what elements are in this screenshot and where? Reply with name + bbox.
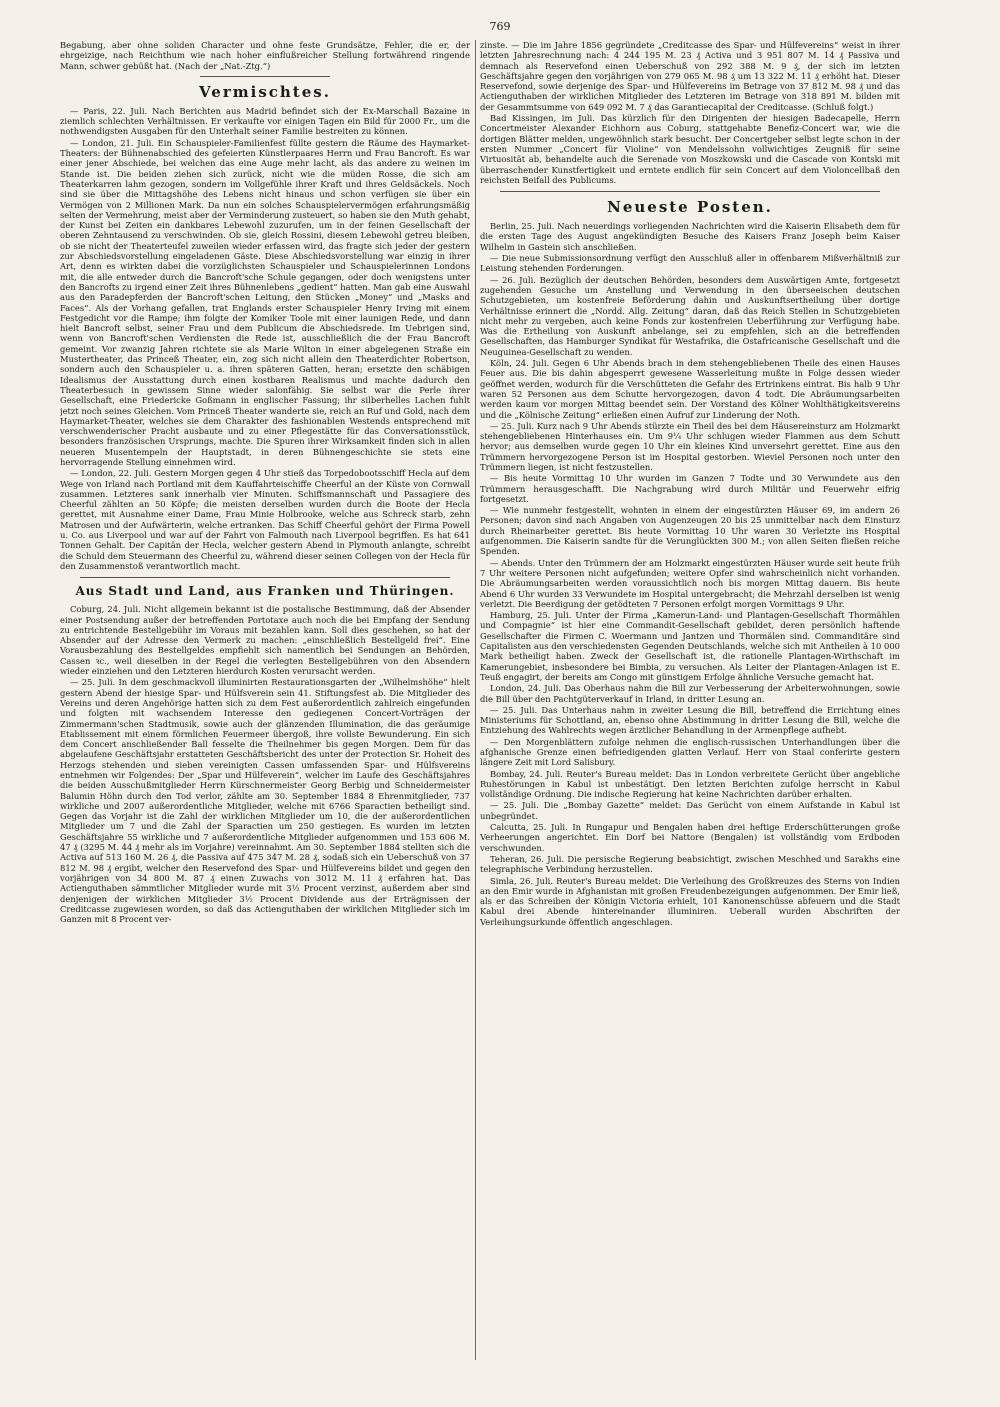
article-coburg-post: Coburg, 24. Juli. Nicht allgemein bekannt ist die postalische Bestimmung, daß der Absender einer Postsendung außer der betreffenden Portotaxe auch noch die bei Empfang der Sendung zu entrichtende Bestellgebühr im Voraus mit bezahlen kann. Soll dies geschehen, so hat der Absender auf der Adresse den Vermerk zu machen: „einschließlich Bestellgeld frei“. Eine Vorausbezahlung des Bestellgeldes empfiehlt sich namentlich bei Sendungen an Behörden, Cassen ꝛc., weil dieselben in der Regel die verlegten Bestellgebühren von den Absendern wieder einziehen und den Letzteren hierdurch Kosten verursacht werden. xyxy=(60,604,470,677)
right-column xyxy=(480,40,900,1380)
article-london-afghan: — Den Morgenblättern zufolge nehmen die englisch-russischen Unterhandlungen über die afghanische Grenze einen befriedigenden glatten Verlauf. Herr von Staal conferirte gestern längere Zeit mit Lord Salisbury. xyxy=(480,736,900,768)
column-rule xyxy=(475,40,476,1360)
article-bombay: Bombay, 24. Juli. Reuter's Bureau meldet: Das in London verbreitete Gerücht über angebliche Ruhestörungen in Kabul ist unbestätigt. Den letzten Berichten zufolge herrscht in Kabul vollständige Ordnung. Die indische Regierung hat keine Nachrichten darüber erhalten. xyxy=(480,768,900,800)
article-hamburg: Hamburg, 25. Juli. Unter der Firma „Kamerun-Land- und Plantagen-Gesellschaft Thormählen und Compagnie“ ist hier eine Commandit-Gesellschaft gebildet, deren persönlich haftende Gesellschafter die Firmen C. Woermann und Jantzen und Thormälen sind. Commanditäre sind Capitalisten aus den verschiedensten Gegenden Deutschlands, welche sich mit Antheilen à 10 000 Mark betheiligt haben. Zweck der Gesellschaft ist, die rationelle Plantagen-Wirthschaft im Kamerungebiet, insbesondere bei Bimbia, zu versuchen. Als Leiter der Plantagen-Anlagen ist E. Teuß engagirt, der bereits am Congo mit günstigem Erfolge ähnliche Versuche gemacht hat. xyxy=(480,610,900,682)
article-koeln-todte: — Bis heute Vormittag 10 Uhr wurden im Ganzen 7 Todte und 30 Verwundete aus den Trümmern herausgeschafft. Die Nachgrabung wird durch Militär und Feuerwehr eifrig fortgesetzt. xyxy=(480,473,900,504)
article-calcutta: Calcutta, 25. Juli. In Rungapur und Bengalen haben drei heftige Erderschütterungen große Verheerungen angerichtet. Ein Dorf bei Nattore (Bengalen) ist vollständig vom Erdboden verschwunden. xyxy=(480,822,900,853)
article-coburg-verein: — 25. Juli. In dem geschmackvoll illuminirten Restaurationsgarten der „Wilhelmshöhe“ hielt gestern Abend der hiesige Spar- und Hülfsverein sein 41. Stiftungsfest ab. Die Mitglieder des Vereins und deren Angehörige hatten sich zu dem Fest außerordentlich zahlreich eingefunden und folgten mit wachsendem Interesse den gediegenen Concert-Vorträgen der Zimmermann'schen Stadtmusik, sowie auch der glänzenden Illumination, die das geräumige Etablissement mit einem förmlichen Feuermeer übergoß, ihre vollste Bewunderung. Ein sich dem Concert anschließender Ball fesselte die Theilnehmer bis gegen Morgen. Dem für das abgelaufene Geschäftsjahr erstatteten Geschäftsbericht des unter der Protection Sr. Hoheit des Herzogs stehenden und sieben vereinigten Cassen umfassenden Spar- und Hülfsvereins entnehmen wir Folgendes: Der „Spar und Hülfeverein“, welcher im Laufe des Geschäftsjahres die beiden Ausschußmitglieder Herrn Kürschnermeister Georg Berbig und Schneidermeister Balumin Höhn durch den Tod verlor, zählte am 30. September 1884 8 Ehrenmitglieder, 737 wirkliche und 2007 außerordentliche Mitglieder, welche mit 6766 Sparactien betheiligt sind. Gegen das Vorjahr ist die Zahl der wirklichen Mitglieder um 10, die der außerordentlichen Mitglieder um 7 und die Zahl der Sparactien um 250 gestiegen. Es wurden im letzten Geschäftsjahre 55 wirkliche und 7 außerordentliche Mitglieder aufgenommen und 153 606 M. 47 ₰ (3295 M. 44 ₰ mehr als im Vorjahre) vereinnahmt. Am 30. September 1884 stellten sich die Activa auf 513 160 M. 26 ₰, die Passiva auf 475 347 M. 28 ₰, sodaß sich ein Ueberschuß von 37 812 M. 98 ₰ ergibt, welcher den Reservefond des Spar- und Hülfevereins bildet und gegen den vorjährigen von 34 800 M. 87 ₰ einen Zuwachs von 3012 M. 11 ₰ erfahren hat. Das Actienguthaben sämmtlicher Mitglieder wurde mit 3½ Procent verzinst, außerdem aber sind denjenigen der wirklichen Mitglieder 3½ Procent Dividende aus der Erträgnissen der Creditcasse zugewiesen worden, so daß das Actienguthaben der wirklichen Mitglieder sich im Ganzen mit 8 Procent ver- xyxy=(60,677,470,925)
article-berlin: Berlin, 25. Juli. Nach neuerdings vorliegenden Nachrichten wird die Kaiserin Elisabeth dem für die ersten Tage des August angekündigten Besuche des Kaisers Franz Joseph beim Kaiser Wilhelm in Gastein sich anschließen. xyxy=(480,221,900,252)
article-kissingen: Bad Kissingen, im Juli. Das kürzlich für den Dirigenten der hiesigen Badecapelle, Herrn Concertmeister Alexander Eichhorn aus Coburg, stattgehabte Benefiz-Concert war, wie die dortigen Blätter melden, ungewöhnlich stark besucht. Der Concertgeber selbst legte schon in der ersten Nummer „Concert für Violine“ von Mendelssohn vollwichtiges Zeugniß für seine Virtuosität ab, behandelte auch die Serenade von Moszkowski und die Cascade von Kontski mit überraschender Kunstfertigkeit und erntete endlich für sein Concert auf dem Violoncellbaß den reichsten Beifall des Publicums. xyxy=(480,113,900,185)
continuation-paragraph: zinste. — Die im Jahre 1856 gegründete „Creditcasse des Spar- und Hülfevereins“ weist in ihrer letzten Jahresrechnung nach: 4 244 195 M. 23 ₰ Activa und 3 951 807 M. 14 ₰ Passiva und demnach als Reservefond einen Ueberschuß von 292 388 M. 9 ₰, der sich im letzten Geschäftsjahre gegen den vorjährigen von 279 065 M. 98 ₰ um 13 322 M. 11 ₰ erhöht hat. Dieser Reservefond, sowie derjenige des Spar- und Hülfevereins im Betrage von 37 812 M. 98 ₰ und das Actienguthaben der wirklichen Mitglieder des Letzteren im Betrage von 318 891 M. bilden mit der Gesammtsumme von 649 092 M. 7 ₰ das Garantiecapital der Creditcasse. (Schluß folgt.) xyxy=(480,40,900,112)
section-heading-stadt-land: Aus Stadt und Land, aus Franken und Thüringen. xyxy=(75,584,455,599)
article-london-unterhaus: — 25. Juli. Das Unterhaus nahm in zweiter Lesung die Bill, betreffend die Errichtung eines Ministeriums für Schottland, an, ebenso ohne Abstimmung in dritter Lesung die Bill, welche die Entziehung des Wahlrechts wegen ärztlicher Behandlung in der Armenpflege aufhebt. xyxy=(480,704,900,736)
article-berlin-submission: — Die neue Submissionsordnung verfügt den Ausschluß aller in offenbarem Mißverhältniß zur Leistung stehenden Forderungen. xyxy=(480,253,900,274)
article-berlin-schutzgebiete: — 26. Juli. Bezüglich der deutschen Behörden, besonders dem Auswärtigen Amte, fortgesetzt zugehenden Gesuche um Anstellung und Verwendung in den überseeischen deutschen Schutzgebieten, um kostenfreie Beförderung dahin und Auskunftsertheilung über dortige Verhältnisse erinnert die „Nordd. Allg. Zeitung“ daran, daß das Reich Stellen in Schutzgebieten nicht mehr zu vergeben, auch keine Fonds zur kostenfreien Ueberführung zur Verfügung habe. Was die Ertheilung von Auskunft anbelange, sei zu empfehlen, sich an die betreffenden Gesellschaften, das Hamburger Syndikat für Westafrika, die Ostafricanische Gesellschaft und die Neuguinea-Gesellschaft zu wenden. xyxy=(480,274,900,357)
article-london-collision: — London, 22. Juli. Gestern Morgen gegen 4 Uhr stieß das Torpedobootsschiff Hecla auf dem Wege von Irland nach Portland mit dem Kauffahrteischiffe Cheerful an der Küste von Cornwall zusammen. Letzteres sank innerhalb vier Minuten. Schiffsmannschaft und Passagiere des Cheerful zählten an 50 Köpfe; die meisten derselben wurden durch die Boote der Hecla gerettet, mit Ausnahme einer Dame, Frau Minie Holbrooke, welche aus Schreck starb, zehn Matrosen und der Aufwärterin, welche ertranken. Das Schiff Cheerful gehört der Firma Powell u. Co. aus Liverpool und war auf der Fahrt von Falmouth nach Liverpool begriffen. Es hat 641 Tonnen Gehalt. Der Capitän der Hecla, welcher gestern Abend in Plymouth anlangte, schreibt die Schuld dem Steuermann des Cheerful zu, während dieser seinen Collegen von der Hecla für den Zusammenstoß verantwortlich macht. xyxy=(60,468,470,571)
article-bombay-gazette: — 25. Juli. Die „Bombay Gazette“ meldet: Das Gerücht von einem Aufstande in Kabul ist unbegründet. xyxy=(480,800,900,821)
article-koeln: Köln, 24. Juli. Gegen 6 Uhr Abends brach in dem stehengebliebenen Theile des einen Hauses Feuer aus. Die bis dahin abgesperrt gewesene Wasserleitung mußte in Folge dessen wieder geöffnet werden, wodurch für die Verschütteten die Gefahr des Ertrinkens eintrat. Bis halb 9 Uhr waren 52 Personen aus dem Schutte hervorgezogen, davon 4 todt. Die Abräumungsarbeiten werden kaum vor morgen Mittag beendet sein. Der Vorstand des Kölner Wohlthätigkeitsvereins und die „Kölnische Zeitung“ erließen einen Aufruf zur Linderung der Noth. xyxy=(480,358,900,420)
article-koeln-abends: — Abends. Unter den Trümmern der am Holzmarkt eingestürzten Häuser wurde seit heute früh 7 Uhr weitere Personen nicht aufgefunden; weitere Opfer sind wahrscheinlich nicht vorhanden. Die Abräumungsarbeiten werden voraussichtlich noch bis morgen Mittag dauern. Bis heute Abend 6 Uhr wurden 33 Verwundete im Hospital untergebracht; die Mehrzahl derselben ist wenig verletzt. Die Beerdigung der getödteten 7 Personen erfolgt morgen Vormittags 9 Uhr. xyxy=(480,557,900,609)
article-teheran: Teheran, 26. Juli. Die persische Regierung beabsichtigt, zwischen Meschhed und Sarakhs eine telegraphische Verbindung herzustellen. xyxy=(480,853,900,875)
page-number: 769 xyxy=(489,20,511,33)
left-column xyxy=(60,40,470,1380)
section-heading-neueste-posten: Neueste Posten. xyxy=(607,198,773,217)
article-london-oberhaus: London, 24. Juli. Das Oberhaus nahm die Bill zur Verbesserung der Arbeiterwohnungen, sowie die Bill über den Pachtgüterverkauf in Irland, in dritter Lesung an. xyxy=(480,683,900,704)
section-divider xyxy=(500,191,880,192)
article-paris: — Paris, 22. Juli. Nach Berichten aus Madrid befindet sich der Ex-Marschall Bazaine in ziemlich schlechten Verhältnissen. Er verkaufte vor einigen Tagen ein Bild für 2000 Fr., um die nothwendigsten Ausgaben für den Unterhalt seiner Familie bestreiten zu können. xyxy=(60,105,470,137)
section-divider xyxy=(80,577,450,578)
section-heading-vermischtes: Vermischtes. xyxy=(199,82,331,101)
article-koeln-25: — 25. Juli. Kurz nach 9 Uhr Abends stürzte ein Theil des bei dem Häusereinsturz am Holzmarkt stehengebliebenen Hinterhauses ein. Um 9¼ Uhr schlugen wieder Flammen aus dem Schutt hervor; aus demselben wurde gegen 10 Uhr ein kleines Kind unversehrt gerettet. Eine aus den Trümmern hervorgezogene Person ist im Hospital gestorben. Wieviel Personen noch unter den Trümmern liegen, ist nicht festzustellen. xyxy=(480,420,900,472)
article-koeln-haeuser: — Wie nunmehr festgestellt, wohnten in einem der eingestürzten Häuser 69, im andern 26 Personen; davon sind nach Angaben von Augenzeugen 20 bis 25 unmittelbar nach dem Einsturz durch Rheinarbeiter gerettet. Bis heute Vormittag 10 Uhr waren 30 Verletzte ins Hospital aufgenommen. Die Kaiserin sandte für die Verunglückten 300 M.; von allen Seiten fließen reiche Spenden. xyxy=(480,505,900,557)
section-divider xyxy=(200,76,330,77)
opening-paragraph: Begabung, aber ohne soliden Character und ohne feste Grundsätze, Fehler, die er, der ehrgeizige, nach Reichthum wie nach hoher einflußreicher Stellung fortwährend ringende Mann, schwer gebüßt hat. (Nach der „Nat.-Ztg.“) xyxy=(60,40,470,71)
article-simla: Simla, 26. Juli. Reuter's Bureau meldet: Die Verleihung des Großkreuzes des Sterns von Indien an den Emir wurde in Afghanistan mit großen Freudenbezeigungen aufgenommen. Der Emir ließ, als er das Schreiben der Königin Victoria erhielt, 101 Kanonenschüsse abfeuern und die Stadt Kabul drei Abende hintereinander illuminiren. Ueberall wurden Abschriften der Verleihungsurkunde öffentlich angeschlagen. xyxy=(480,875,900,927)
article-london-theater: — London, 21. Juli. Ein Schauspieler-Familienfest füllte gestern die Räume des Haymarket-Theaters: der Bühnenabschied des gefeierten Künstlerpaares Herrn und Frau Bancroft. Es war einer jener Abschiede, bei welchen das eine Auge mehr lacht, als das andere zu weinen im Stande ist. Die beiden ziehen sich zurück, nicht wie die müden Rosse, die sich am Theaterkarren lahm gezogen, sondern im Vollgefühle ihrer Kraft und ihres Geldsäckels. Noch sind sie über die Mittagshöhe des Lebens nicht hinaus und schon verfügen sie über ein Vermögen von 2 Millionen Mark. Da nun ein solches Schauspielervermögen erfahrungsmäßig selten der Vermehrung, meist aber der Verminderung zusteuert, so haben sie den Muth gehabt, der Kunst bei Zeiten ein dankbares Lebewohl zuzurufen, um in der feinen Gesellschaft der oberen Zehntausend zu verschwinden. Ob sie, gleich Rossini, diesem Lebewohl getreu bleiben, ob sie nicht der Theaterteufel zuweilen wieder erfassen wird, das fragte sich jeder der gestern zur Abschiedsvorstellung eingeladenen Gäste. Diese Abschiedsvorstellung war einzig in ihrer Art, denn es wirkten dabei die vorzüglichsten Schauspieler und Schauspielerinnen Londons mit, die alle entweder durch die Bancroft'sche Schule gegangen, oder doch wenigstens unter den Bancrofts zu irgend einer Zeit ihres Bühnenlebens „gedient“ hatten. Man gab eine Auswahl aus den Paradepferden der Bancroft'schen Leitung, den Stücken „Money“ und „Masks and Faces“. Als der Vorhang gefallen, trat Englands erster Schauspieler Henry Irving mit einem Festgedicht vor die Rampe; ihm folgte der Komiker Toole mit einer launigen Rede, und dann hielt Bancroft selbst, seiner Frau und dem Publicum die Abschiedsrede. Im Uebrigen sind, wenn von Bancroft'schen Verdiensten die Rede ist, ausschließlich die der Frau Bancroft gemeint. Vor zwanzig Jahren richtete sie als Marie Wilton in einer abgelegenen Straße ein Mustertheater, das Princeß Theater, ein, zog sich nicht allein den Theaterdichter Robertson, sondern auch den Schauspieler u. a. ihren späteren Gatten, heran; ersetzte den schäbigen Idealismus der Ausstattung durch einen kostbaren Realismus und machte dadurch den Theaterbesuch in gewissem Sinne wieder salonfähig. Sie selbst war die Perle ihrer Gesellschaft, eine Friedericke Goßmann in englischer Fassung; ihr silberhelles Lachen fuhlt jetzt noch seines Gleichen. Vom Princeß Theater wanderte sie, reich an Ruf und Gold, nach dem Haymarket-Theater, welches sie dem Charakter des fashionablen Westends entsprechend mit verschwenderischer Pracht ausbaute und zu einer Pflegestätte für das Conversationsstück, besonders französischen Ursprungs, machte. Die Spuren ihrer Wirksamkeit finden sich in allen neueren Musentempeln der Hauptstadt, in deren Bühnengeschichte sie stets eine hervorragende Stellung einnehmen wird. xyxy=(60,137,470,467)
